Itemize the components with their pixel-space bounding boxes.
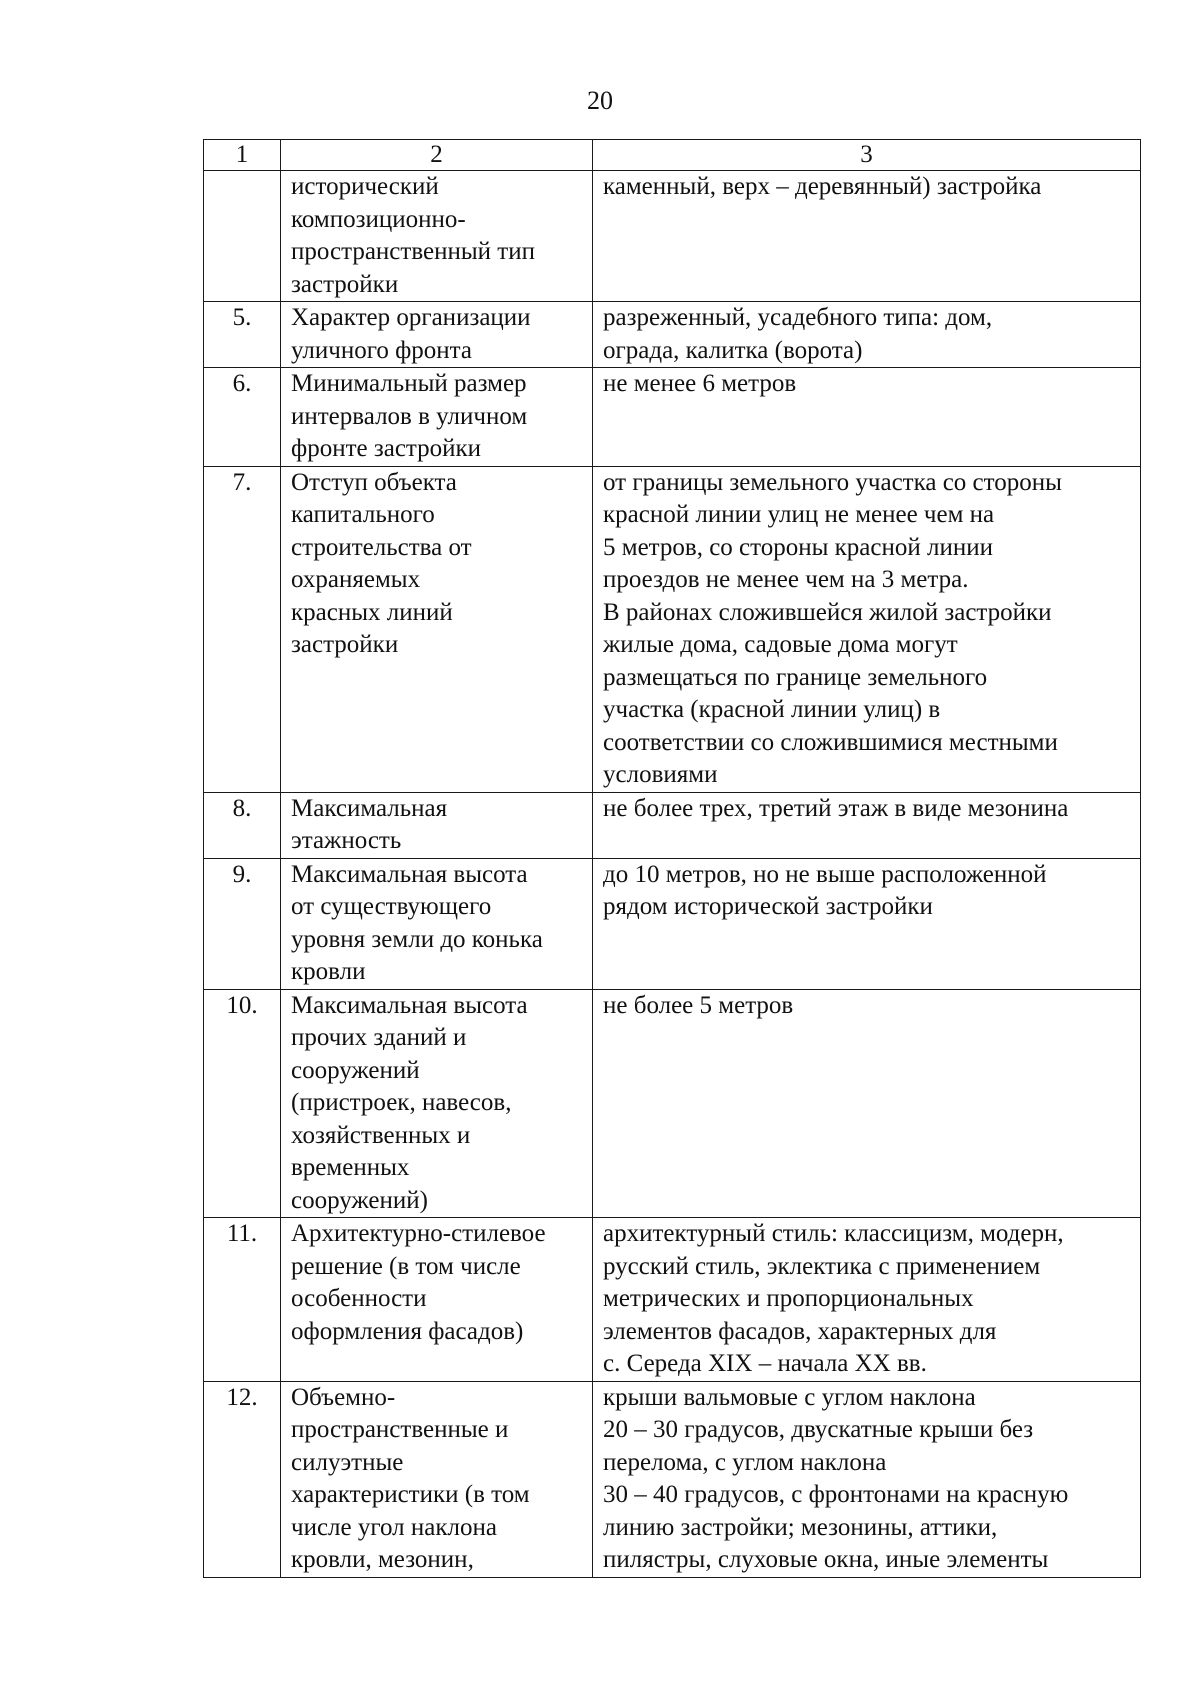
parameter-line: прочих зданий и <box>291 1024 467 1051</box>
row-number-cell: 12. <box>204 1381 281 1577</box>
parameter-cell <box>281 792 593 858</box>
parameter-line: кровли <box>291 958 366 985</box>
parameter-line: уличного фронта <box>291 336 472 364</box>
value-line: каменный, верх – деревянный) застройка <box>603 173 1042 200</box>
parameter-line: фронте застройки <box>291 435 482 462</box>
value-line: ограда, калитка (ворота) <box>603 336 863 364</box>
value-line: от границы земельного участка со стороны <box>603 468 1062 496</box>
parameter-line: особенности <box>291 1285 427 1312</box>
parameter-line: Максимальная <box>291 794 448 822</box>
parameter-line: сооружений <box>291 1056 420 1084</box>
value-cell <box>593 858 1141 989</box>
parameter-line: оформления фасадов) <box>291 1317 524 1345</box>
row-number-cell <box>204 171 281 302</box>
header-cell-3: 3 <box>593 140 1141 171</box>
value-line: архитектурный стиль: классицизм, модерн, <box>603 1220 1064 1247</box>
parameter-line: Архитектурно-стилевое <box>291 1220 546 1247</box>
parameter-cell <box>281 466 593 792</box>
value-cell <box>593 1381 1141 1577</box>
parameter-line: временных <box>291 1154 410 1181</box>
row-number-cell: 8. <box>204 792 281 858</box>
parameter-line: от существующего <box>291 893 492 920</box>
table-row <box>204 302 1141 368</box>
parameter-line: этажность <box>291 827 402 854</box>
value-line: 5 метров, со стороны красной линии <box>603 533 994 561</box>
parameter-cell <box>281 171 593 302</box>
regulations-table <box>203 139 1141 1578</box>
parameter-line: характеристики (в том <box>291 1481 530 1508</box>
parameter-line: Характер организации <box>291 304 531 331</box>
value-line: пилястры, слуховые окна, иные элементы <box>603 1546 1049 1573</box>
value-line: не более 5 метров <box>603 991 794 1019</box>
parameter-line: пространственный тип <box>291 238 535 265</box>
value-cell <box>593 989 1141 1218</box>
parameter-line: охраняемых <box>291 566 421 593</box>
parameter-line: уровня земли до конька <box>291 925 543 953</box>
parameter-line: решение (в том числе <box>291 1252 521 1280</box>
parameter-cell <box>281 368 593 467</box>
value-cell <box>593 302 1141 368</box>
table-row <box>204 792 1141 858</box>
value-line: В районах сложившейся жилой застройки <box>603 598 1052 626</box>
parameter-cell <box>281 1381 593 1577</box>
parameter-line: композиционно- <box>291 205 466 233</box>
value-cell <box>593 792 1141 858</box>
value-line: соответствии со сложившимися местными <box>603 728 1058 756</box>
page-number: 20 <box>587 86 613 115</box>
parameter-line: Максимальная высота <box>291 991 528 1019</box>
parameter-line: капитального <box>291 501 435 528</box>
parameter-line: кровли, мезонин, <box>291 1546 474 1573</box>
value-line: красной линии улиц не менее чем на <box>603 501 995 528</box>
value-line: не более трех, третий этаж в виде мезонина <box>603 794 1069 822</box>
value-line: не менее 6 метров <box>603 370 797 397</box>
table-row <box>204 171 1141 302</box>
parameter-line: (пристроек, навесов, <box>291 1089 512 1116</box>
value-line: с. Середа XIX – начала XX вв. <box>603 1350 927 1377</box>
table-row <box>204 858 1141 989</box>
value-line: разреженный, усадебного типа: дом, <box>603 304 993 331</box>
parameter-line: сооружений) <box>291 1186 428 1214</box>
parameter-line: строительства от <box>291 533 472 561</box>
row-number-cell: 11. <box>204 1218 281 1382</box>
parameter-line: интервалов в уличном <box>291 402 528 430</box>
table-row <box>204 989 1141 1218</box>
row-number-cell: 5. <box>204 302 281 368</box>
table-header-row <box>204 140 1141 171</box>
parameter-cell <box>281 302 593 368</box>
value-cell <box>593 466 1141 792</box>
parameter-line: застройки <box>291 270 399 298</box>
value-line: перелома, с углом наклона <box>603 1448 887 1476</box>
value-line: метрических и пропорциональных <box>603 1285 974 1312</box>
parameter-cell <box>281 858 593 989</box>
row-number-cell: 9. <box>204 858 281 989</box>
parameter-line: хозяйственных и <box>291 1121 471 1149</box>
parameter-line: Объемно- <box>291 1383 396 1411</box>
row-number-cell: 10. <box>204 989 281 1218</box>
parameter-line: исторический <box>291 173 439 200</box>
table-row <box>204 368 1141 467</box>
value-cell <box>593 1218 1141 1382</box>
value-cell <box>593 368 1141 467</box>
value-line: проездов не менее чем на 3 метра. <box>603 566 969 593</box>
value-line: участка (красной линии улиц) в <box>603 696 941 723</box>
parameter-line: пространственные и <box>291 1416 509 1443</box>
table-row <box>204 466 1141 792</box>
parameter-cell <box>281 989 593 1218</box>
parameter-line: застройки <box>291 631 399 658</box>
parameter-line: Минимальный размер <box>291 370 527 397</box>
value-cell <box>593 171 1141 302</box>
parameter-line: числе угол наклона <box>291 1513 497 1541</box>
row-number-cell: 7. <box>204 466 281 792</box>
value-line: 20 – 30 градусов, двускатные крыши без <box>603 1416 1034 1443</box>
parameter-line: силуэтные <box>291 1448 404 1476</box>
parameter-line: Максимальная высота <box>291 860 528 888</box>
parameter-line: красных линий <box>291 598 453 626</box>
value-line: до 10 метров, но не выше расположенной <box>603 860 1047 888</box>
parameter-line: Отступ объекта <box>291 468 457 496</box>
table-row <box>204 1381 1141 1577</box>
header-cell-2: 2 <box>281 140 593 171</box>
table-row <box>204 1218 1141 1382</box>
value-line: 30 – 40 градусов, с фронтонами на красную <box>603 1481 1069 1508</box>
parameter-cell <box>281 1218 593 1382</box>
value-line: элементов фасадов, характерных для <box>603 1317 997 1345</box>
value-line: жилые дома, садовые дома могут <box>603 631 958 658</box>
value-line: условиями <box>603 761 718 788</box>
value-line: крыши вальмовые с углом наклона <box>603 1383 976 1411</box>
value-line: русский стиль, эклектика с применением <box>603 1252 1041 1280</box>
header-cell-1: 1 <box>204 140 281 171</box>
value-line: рядом исторической застройки <box>603 893 933 920</box>
value-line: размещаться по границе земельного <box>603 663 988 691</box>
value-line: линию застройки; мезонины, аттики, <box>603 1513 998 1541</box>
row-number-cell: 6. <box>204 368 281 467</box>
